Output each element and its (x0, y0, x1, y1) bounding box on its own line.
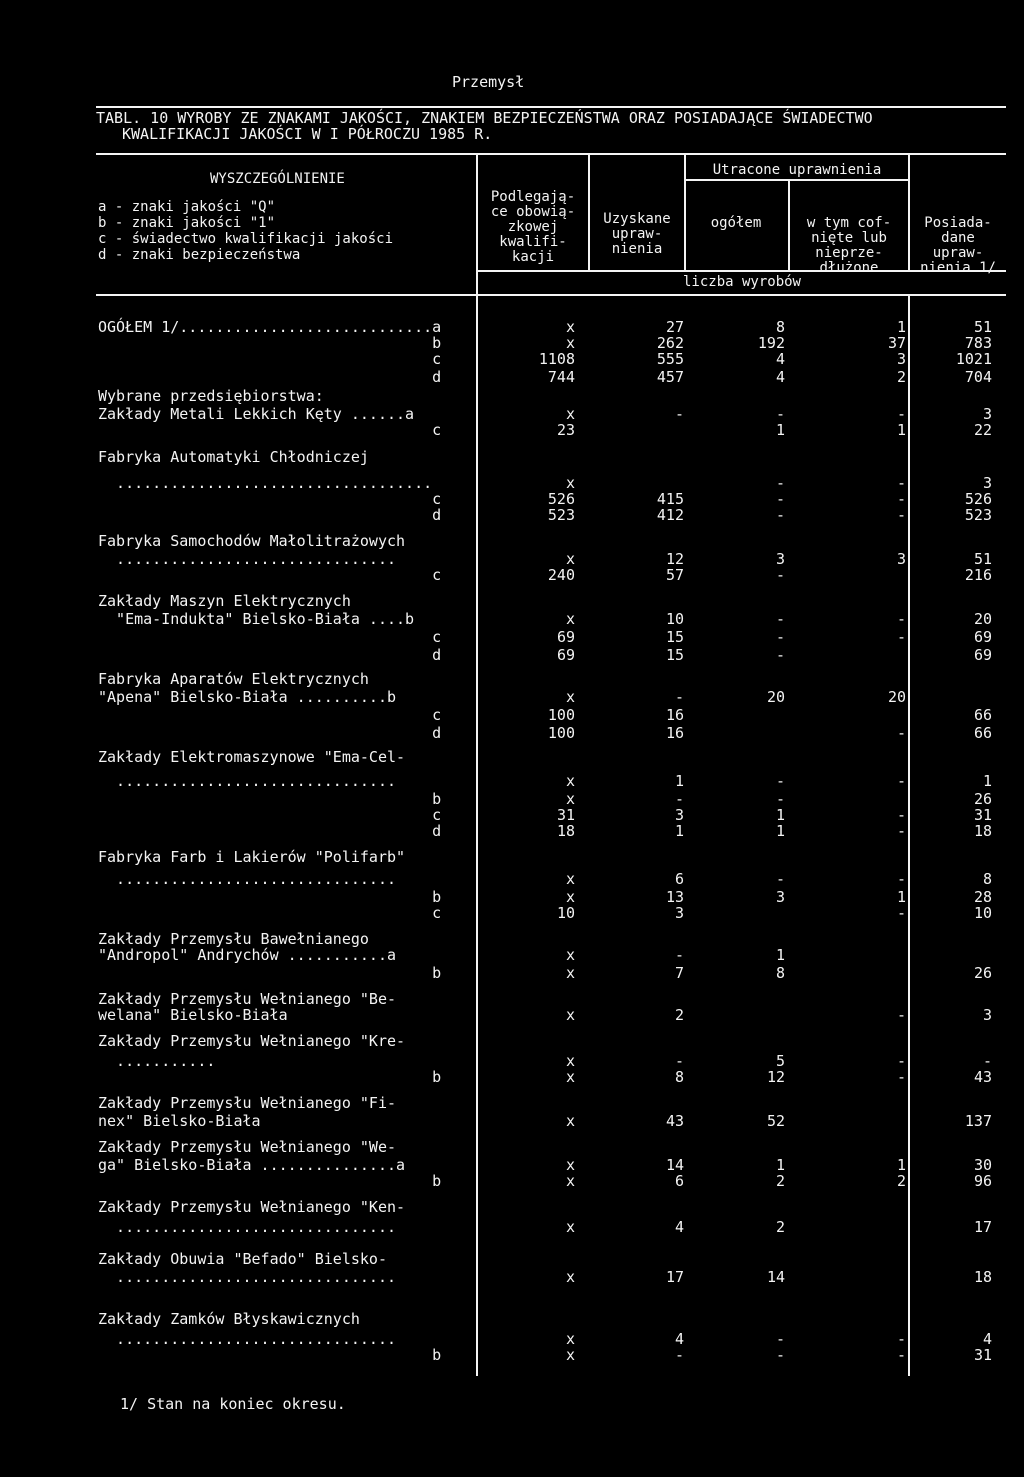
cell-value: 2 (775, 1218, 785, 1236)
cell-value: 1021 (955, 350, 992, 368)
cell-value: 12 (665, 550, 684, 568)
cell-value: x (565, 946, 575, 964)
cell-value: 5 (775, 1052, 785, 1070)
cell-value: 22 (973, 421, 992, 439)
row-label: c (98, 566, 442, 584)
row-label: d (98, 506, 442, 524)
cell-value: 1 (775, 946, 785, 964)
cell-value: 3 (775, 888, 785, 906)
cell-value: - (896, 870, 906, 888)
footnote: 1/ Stan na koniec okresu. (120, 1395, 346, 1413)
cell-value: 96 (973, 1172, 992, 1190)
cell-value: - (674, 1052, 684, 1070)
cell-value: 523 (547, 506, 575, 524)
row-label: ................................... (98, 474, 433, 492)
cell-value: 31 (556, 806, 575, 824)
cell-value: 69 (973, 628, 992, 646)
cell-value: 240 (547, 566, 575, 584)
cell-value: 26 (973, 964, 992, 982)
cell-value: - (896, 904, 906, 922)
cell-value: 1 (896, 1156, 906, 1174)
cell-value: x (565, 1330, 575, 1348)
cell-value: 415 (656, 490, 684, 508)
cell-value: 18 (556, 822, 575, 840)
page-header: Przemysł (452, 73, 525, 91)
cell-value: x (565, 610, 575, 628)
col5-header: Posiada- dane upraw- nienia 1/ (920, 215, 996, 276)
cell-value: 14 (766, 1268, 785, 1286)
row-label: d (98, 646, 442, 664)
row-label: c (98, 350, 442, 368)
legend-c: c - świadectwo kwalifikacji jakości (98, 231, 394, 247)
cell-value: 12 (766, 1068, 785, 1086)
cell-value: x (565, 1346, 575, 1364)
row-label: d (98, 724, 442, 742)
table-title-line2: KWALIFIKACJI JAKOŚCI W I PÓŁROCZU 1985 R. (122, 125, 493, 143)
cell-value: 3 (674, 904, 684, 922)
cell-value: 20 (973, 610, 992, 628)
cell-value: 2 (896, 1172, 906, 1190)
row-label: c (98, 421, 442, 439)
cell-value: 8 (775, 964, 785, 982)
cell-value: - (775, 646, 785, 664)
row-label: ga" Bielsko-Biała ...............a (98, 1156, 406, 1174)
cell-value: 43 (665, 1112, 684, 1130)
cell-value: 20 (887, 688, 906, 706)
cell-value: 4 (674, 1218, 684, 1236)
cell-value: 216 (964, 566, 992, 584)
cell-value: 2 (674, 1006, 684, 1024)
cell-value: - (775, 474, 785, 492)
cell-value: 262 (656, 334, 684, 352)
row-label: "Andropol" Andrychów ...........a (98, 946, 397, 964)
rule-group (684, 179, 910, 181)
cell-value: x (565, 772, 575, 790)
cell-value: 13 (665, 888, 684, 906)
cell-value: x (565, 405, 575, 423)
cell-value: x (565, 1112, 575, 1130)
cell-value: x (565, 318, 575, 336)
cell-value: 66 (973, 724, 992, 742)
row-label: Fabryka Automatyki Chłodniczej (98, 448, 369, 466)
row-label: nex" Bielsko-Biała (98, 1112, 261, 1130)
cell-value: 15 (665, 646, 684, 664)
cell-value: 69 (556, 628, 575, 646)
cell-value: - (896, 1052, 906, 1070)
cell-value: x (565, 1156, 575, 1174)
row-label: c (98, 706, 442, 724)
row-label: Zakłady Przemysłu Wełnianego "Be- (98, 990, 397, 1008)
row-label: ........... (98, 1052, 216, 1070)
row-label: ............................... (98, 1268, 397, 1286)
cell-value: 69 (973, 646, 992, 664)
row-label: Zakłady Metali Lekkich Kęty ......a (98, 405, 415, 423)
cell-value: x (565, 790, 575, 808)
unit-label: liczba wyrobów (682, 274, 801, 290)
cell-value: 10 (973, 904, 992, 922)
cell-value: 16 (665, 724, 684, 742)
row-label: Zakłady Przemysłu Wełnianego "Kre- (98, 1032, 406, 1050)
row-label: Zakłady Przemysłu Wełnianego "We- (98, 1138, 397, 1156)
cell-value: - (896, 610, 906, 628)
cell-value: - (674, 688, 684, 706)
row-label: b (98, 964, 442, 982)
cell-value: 1 (896, 318, 906, 336)
cell-value: x (565, 550, 575, 568)
cell-value: - (775, 405, 785, 423)
cell-value: 1 (982, 772, 992, 790)
cell-value: x (565, 1006, 575, 1024)
cell-value: 1 (775, 822, 785, 840)
row-label: Fabryka Farb i Lakierów "Polifarb" (98, 848, 406, 866)
cell-value: 18 (973, 1268, 992, 1286)
cell-value: 8 (674, 1068, 684, 1086)
cell-value: 1108 (538, 350, 575, 368)
row-label: b (98, 790, 442, 808)
rule-header-bottom (96, 294, 1006, 296)
row-label: ............................... (98, 550, 397, 568)
cell-value: 20 (766, 688, 785, 706)
cell-value: 555 (656, 350, 684, 368)
cell-value: 4 (775, 350, 785, 368)
cell-value: 3 (982, 1006, 992, 1024)
row-label: Fabryka Samochodów Małolitrażowych (98, 532, 406, 550)
col2-header: Uzyskane upraw- nienia (603, 211, 671, 257)
cell-value: 7 (674, 964, 684, 982)
cell-value: 17 (665, 1268, 684, 1286)
cell-value: 66 (973, 706, 992, 724)
cell-value: 4 (674, 1330, 684, 1348)
cell-value: x (565, 334, 575, 352)
rule-header-top (96, 153, 1006, 155)
cell-value: 457 (656, 368, 684, 386)
row-label: ............................... (98, 1330, 397, 1348)
row-label: Zakłady Przemysłu Bawełnianego (98, 930, 369, 948)
cell-value: 43 (973, 1068, 992, 1086)
col-divider (476, 296, 478, 1376)
row-label: "Apena" Bielsko-Biała ..........b (98, 688, 397, 706)
cell-value: - (982, 1052, 992, 1070)
cell-value: - (674, 405, 684, 423)
cell-value: - (896, 490, 906, 508)
cell-value: 526 (547, 490, 575, 508)
cell-value: - (896, 1068, 906, 1086)
cell-value: 57 (665, 566, 684, 584)
cell-value: x (565, 1268, 575, 1286)
cell-value: - (896, 724, 906, 742)
row-label: d (98, 368, 442, 386)
cell-value: 10 (556, 904, 575, 922)
table-title-line1: TABL. 10 WYROBY ZE ZNAKAMI JAKOŚCI, ZNAKIEM BEZPIECZEŃSTWA ORAZ POSIADAJĄCE ŚWIADECTWO (96, 109, 873, 127)
col1-header: Podlegają- ce obowią- zkowej kwalifi- kacji (490, 189, 576, 265)
cell-value: 18 (973, 822, 992, 840)
cell-value: 30 (973, 1156, 992, 1174)
cell-value: 69 (556, 646, 575, 664)
cell-value: 27 (665, 318, 684, 336)
cell-value: 51 (973, 318, 992, 336)
cell-value: - (896, 1346, 906, 1364)
cell-value: 3 (982, 405, 992, 423)
legend-b: b - znaki jakości "1" (98, 215, 276, 231)
row-label: Wybrane przedsiębiorstwa: (98, 387, 324, 405)
cell-value: 10 (665, 610, 684, 628)
cell-value: 1 (896, 421, 906, 439)
cell-value: x (565, 474, 575, 492)
legend-d: d - znaki bezpieczeństwa (98, 247, 301, 263)
cell-value: 412 (656, 506, 684, 524)
rule-top (96, 106, 1006, 108)
cell-value: 8 (775, 318, 785, 336)
row-label: "Ema-Indukta" Bielsko-Biała ....b (98, 610, 415, 628)
cell-value: - (896, 474, 906, 492)
row-label: c (98, 490, 442, 508)
cell-value: 523 (964, 506, 992, 524)
cell-value: 17 (973, 1218, 992, 1236)
cell-value: - (775, 1346, 785, 1364)
cell-value: 3 (982, 474, 992, 492)
lost-group-header: Utracone uprawnienia (712, 162, 882, 178)
row-label: b (98, 1172, 442, 1190)
row-label: Zakłady Zamków Błyskawicznych (98, 1310, 360, 1328)
cell-value: - (674, 1346, 684, 1364)
cell-value: 37 (887, 334, 906, 352)
cell-value: 2 (896, 368, 906, 386)
cell-value: - (775, 566, 785, 584)
col4-header: w tym cof- nięte lub nieprze- dłużone (806, 215, 892, 276)
cell-value: 51 (973, 550, 992, 568)
cell-value: 3 (896, 550, 906, 568)
cell-value: 1 (775, 421, 785, 439)
cell-value: - (775, 772, 785, 790)
cell-value: 1 (674, 822, 684, 840)
cell-value: - (775, 506, 785, 524)
row-label: c (98, 806, 442, 824)
row-label: OGÓŁEM 1/............................a (98, 318, 442, 336)
row-label: Zakłady Maszyn Elektrycznych (98, 592, 351, 610)
cell-value: 23 (556, 421, 575, 439)
cell-value: x (565, 870, 575, 888)
row-label: ............................... (98, 870, 397, 888)
cell-value: 783 (964, 334, 992, 352)
cell-value: 3 (674, 806, 684, 824)
cell-value: - (896, 1006, 906, 1024)
cell-value: 3 (775, 550, 785, 568)
row-label: b (98, 1346, 442, 1364)
cell-value: 28 (973, 888, 992, 906)
cell-value: 14 (665, 1156, 684, 1174)
row-label: welana" Bielsko-Biała (98, 1006, 288, 1024)
col-divider (908, 296, 910, 1376)
row-label: c (98, 904, 442, 922)
row-label: c (98, 628, 442, 646)
cell-value: 100 (547, 706, 575, 724)
cell-value: 526 (964, 490, 992, 508)
row-label: Zakłady Przemysłu Wełnianego "Ken- (98, 1198, 406, 1216)
cell-value: - (896, 506, 906, 524)
cell-value: 15 (665, 628, 684, 646)
cell-value: 704 (964, 368, 992, 386)
cell-value: - (896, 822, 906, 840)
cell-value: - (896, 772, 906, 790)
cell-value: - (775, 628, 785, 646)
cell-value: x (565, 1218, 575, 1236)
cell-value: 1 (775, 1156, 785, 1174)
row-label: b (98, 888, 442, 906)
cell-value: 1 (896, 888, 906, 906)
col3-header: ogółem (710, 215, 762, 231)
cell-value: 100 (547, 724, 575, 742)
cell-value: 2 (775, 1172, 785, 1190)
cell-value: 31 (973, 806, 992, 824)
cell-value: - (896, 405, 906, 423)
cell-value: - (775, 870, 785, 888)
row-label: b (98, 334, 442, 352)
row-label: d (98, 822, 442, 840)
cell-value: 744 (547, 368, 575, 386)
cell-value: - (674, 790, 684, 808)
cell-value: 1 (775, 806, 785, 824)
cell-value: - (775, 790, 785, 808)
legend-heading: WYSZCZEGÓLNIENIE (210, 171, 345, 187)
row-label: Fabryka Aparatów Elektrycznych (98, 670, 369, 688)
cell-value: 31 (973, 1346, 992, 1364)
cell-value: 3 (896, 350, 906, 368)
cell-value: x (565, 1068, 575, 1086)
cell-value: - (896, 806, 906, 824)
row-label: Zakłady Obuwia "Befado" Bielsko- (98, 1250, 387, 1268)
cell-value: 26 (973, 790, 992, 808)
cell-value: 6 (674, 1172, 684, 1190)
cell-value: x (565, 688, 575, 706)
cell-value: 16 (665, 706, 684, 724)
cell-value: 192 (757, 334, 785, 352)
cell-value: 4 (982, 1330, 992, 1348)
cell-value: x (565, 888, 575, 906)
cell-value: 4 (775, 368, 785, 386)
legend-a: a - znaki jakości "Q" (98, 199, 276, 215)
row-label: Zakłady Przemysłu Wełnianego "Fi- (98, 1094, 397, 1112)
cell-value: x (565, 1052, 575, 1070)
cell-value: - (775, 1330, 785, 1348)
cell-value: 52 (766, 1112, 785, 1130)
cell-value: - (775, 610, 785, 628)
cell-value: 137 (964, 1112, 992, 1130)
cell-value: - (896, 1330, 906, 1348)
cell-value: 8 (982, 870, 992, 888)
cell-value: x (565, 964, 575, 982)
row-label: Zakłady Elektromaszynowe "Ema-Cel- (98, 748, 406, 766)
row-label: ............................... (98, 1218, 397, 1236)
cell-value: - (896, 628, 906, 646)
cell-value: 6 (674, 870, 684, 888)
row-label: b (98, 1068, 442, 1086)
cell-value: x (565, 1172, 575, 1190)
cell-value: 1 (674, 772, 684, 790)
cell-value: - (674, 946, 684, 964)
row-label: ............................... (98, 772, 397, 790)
cell-value: - (775, 490, 785, 508)
